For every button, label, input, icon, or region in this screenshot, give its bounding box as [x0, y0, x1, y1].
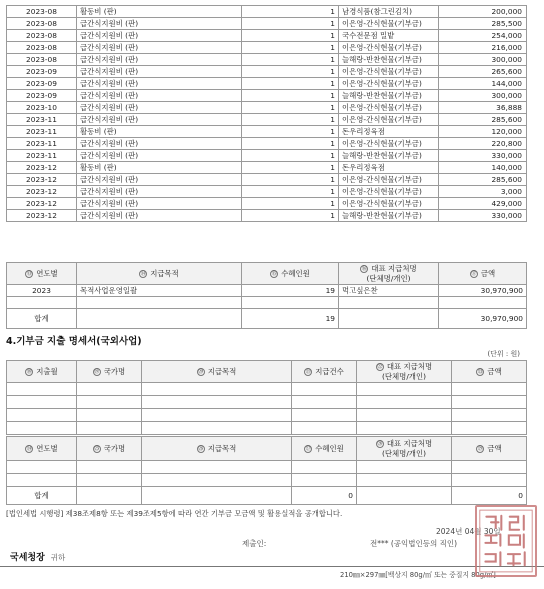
foreign-total-amount: 0 [452, 487, 527, 505]
foreign-header-purpose: ⑳ 지급목적 [142, 361, 292, 383]
ledger-count: 1 [242, 66, 339, 78]
ledger-amount: 3,000 [439, 186, 527, 198]
foreign-empty-row [7, 409, 527, 422]
ledger-count: 1 [242, 6, 339, 18]
report-date: 2024년 04월 30일 [436, 527, 501, 536]
ledger-date: 2023-09 [7, 90, 77, 102]
ledger-amount: 265,600 [439, 66, 527, 78]
ledger-count: 1 [242, 126, 339, 138]
ledger-type: 급간식지원비 (판) [77, 102, 242, 114]
donation-ledger-table [6, 5, 527, 222]
foreign-summary-header-payee: ㉘ 대표 지급처명 (단체명/개인) [357, 437, 452, 461]
summary-header-row [7, 263, 527, 285]
ledger-row [7, 174, 527, 186]
submitter-name: 전*** (공익법인등의 직인) [370, 539, 458, 548]
summary-row [7, 285, 527, 297]
ledger-amount: 300,000 [439, 90, 527, 102]
summary-total-label: 합계 [7, 309, 77, 329]
ledger-payee: 돈우리정육점 [339, 126, 439, 138]
summary-purpose: 목적사업운영일괄 [77, 285, 242, 297]
ledger-payee: 늘해랑-반찬현물(기부금) [339, 210, 439, 222]
ledger-payee: 이은영-간식현물(기부금) [339, 186, 439, 198]
official-seal-stamp [475, 505, 537, 577]
unit-label: (단위 : 원) [487, 350, 520, 358]
ledger-amount: 285,600 [439, 174, 527, 186]
foreign-summary-empty-row [7, 461, 527, 474]
foreign-summary-header-year: ㉔ 연도별 [7, 437, 77, 461]
summary-header-payee: ⑯ 대표 지급처명 (단체명/개인) [339, 263, 439, 285]
foreign-summary-table [6, 436, 527, 505]
ledger-payee: 이은영-간식현물(기부금) [339, 78, 439, 90]
paper-spec: 210㎜×297㎜[백상지 80g/㎡ 또는 중질지 80g/㎡] [340, 571, 496, 579]
ledger-count: 1 [242, 54, 339, 66]
ledger-payee: 늘해랑-반찬현물(기부금) [339, 90, 439, 102]
ledger-payee: 이은영-간식현물(기부금) [339, 114, 439, 126]
ledger-type: 급간식지원비 (판) [77, 90, 242, 102]
ledger-count: 1 [242, 210, 339, 222]
ledger-date: 2023-08 [7, 6, 77, 18]
ledger-payee: 이은영-간식현물(기부금) [339, 18, 439, 30]
ledger-count: 1 [242, 78, 339, 90]
ledger-payee: 이은영-간식현물(기부금) [339, 66, 439, 78]
ledger-row [7, 90, 527, 102]
foreign-summary-header-amount: ㉙ 금액 [452, 437, 527, 461]
ledger-type: 급간식지원비 (판) [77, 174, 242, 186]
ledger-count: 1 [242, 102, 339, 114]
ledger-row [7, 138, 527, 150]
ledger-row [7, 150, 527, 162]
ledger-payee: 이은영-간식현물(기부금) [339, 102, 439, 114]
ledger-count: 1 [242, 30, 339, 42]
ledger-type: 활동비 (판) [77, 162, 242, 174]
ledger-row [7, 186, 527, 198]
ledger-payee: 남경식품(참그린김치) [339, 6, 439, 18]
summary-header-recipients: ⑮ 수혜인원 [242, 263, 339, 285]
ledger-type: 급간식지원비 (판) [77, 78, 242, 90]
foreign-summary-empty-row [7, 474, 527, 487]
ledger-payee: 늘해랑-반찬현물(기부금) [339, 54, 439, 66]
ledger-payee: 국수전문점 밀밭 [339, 30, 439, 42]
ledger-amount: 330,000 [439, 210, 527, 222]
ledger-row [7, 126, 527, 138]
summary-header-year: ⑬ 연도별 [7, 263, 77, 285]
ledger-type: 급간식지원비 (판) [77, 66, 242, 78]
recipient: 국세청장 귀하 [10, 553, 66, 563]
ledger-type: 급간식지원비 (판) [77, 186, 242, 198]
ledger-count: 1 [242, 174, 339, 186]
ledger-amount: 300,000 [439, 54, 527, 66]
ledger-count: 1 [242, 198, 339, 210]
foreign-expense-table [6, 360, 527, 435]
ledger-date: 2023-11 [7, 150, 77, 162]
foreign-summary-header-row [7, 437, 527, 461]
ledger-count: 1 [242, 186, 339, 198]
summary-total-recipients: 19 [242, 309, 339, 329]
ledger-payee: 이은영-간식현물(기부금) [339, 138, 439, 150]
ledger-row [7, 54, 527, 66]
foreign-summary-header-recipients: ㉗ 수혜인원 [292, 437, 357, 461]
ledger-amount: 285,600 [439, 114, 527, 126]
foreign-header-row [7, 361, 527, 383]
ledger-date: 2023-12 [7, 162, 77, 174]
ledger-row [7, 198, 527, 210]
ledger-amount: 144,000 [439, 78, 527, 90]
ledger-amount: 200,000 [439, 6, 527, 18]
ledger-count: 1 [242, 162, 339, 174]
ledger-payee: 늘해랑-반찬현물(기부금) [339, 150, 439, 162]
ledger-count: 1 [242, 90, 339, 102]
ledger-row [7, 66, 527, 78]
ledger-amount: 140,000 [439, 162, 527, 174]
foreign-empty-row [7, 383, 527, 396]
ledger-amount: 120,000 [439, 126, 527, 138]
summary-amount: 30,970,900 [439, 285, 527, 297]
ledger-row [7, 78, 527, 90]
ledger-date: 2023-12 [7, 198, 77, 210]
seal-graphic [477, 507, 535, 575]
ledger-date: 2023-08 [7, 30, 77, 42]
summary-recipients: 19 [242, 285, 339, 297]
ledger-payee: 이은영-간식현물(기부금) [339, 174, 439, 186]
ledger-payee: 이은영-간식현물(기부금) [339, 198, 439, 210]
ledger-date: 2023-12 [7, 210, 77, 222]
foreign-total-label: 합계 [7, 487, 77, 505]
ledger-type: 급간식지원비 (판) [77, 138, 242, 150]
foreign-summary-header-purpose: ㉖ 지급목적 [142, 437, 292, 461]
ledger-row [7, 30, 527, 42]
ledger-type: 급간식지원비 (판) [77, 30, 242, 42]
foreign-section-title: 4.기부금 지출 명세서(국외사업) [6, 336, 142, 347]
foreign-summary-header-country: ㉕ 국가명 [77, 437, 142, 461]
ledger-count: 1 [242, 138, 339, 150]
foreign-header-country: ⑲ 국가명 [77, 361, 142, 383]
ledger-date: 2023-11 [7, 114, 77, 126]
ledger-row [7, 162, 527, 174]
foreign-header-payee: ㉒ 대표 지급처명 (단체명/개인) [357, 361, 452, 383]
ledger-date: 2023-12 [7, 174, 77, 186]
ledger-row [7, 42, 527, 54]
ledger-row [7, 102, 527, 114]
ledger-row [7, 210, 527, 222]
ledger-count: 1 [242, 114, 339, 126]
ledger-date: 2023-11 [7, 138, 77, 150]
ledger-amount: 36,888 [439, 102, 527, 114]
ledger-row [7, 114, 527, 126]
ledger-type: 급간식지원비 (판) [77, 150, 242, 162]
ledger-type: 급간식지원비 (판) [77, 54, 242, 66]
foreign-summary-total-row [7, 487, 527, 505]
summary-year: 2023 [7, 285, 77, 297]
ledger-amount: 216,000 [439, 42, 527, 54]
foreign-header-count: ㉑ 지급건수 [292, 361, 357, 383]
summary-header-amount: ⑰ 금액 [439, 263, 527, 285]
ledger-date: 2023-08 [7, 54, 77, 66]
ledger-date: 2023-12 [7, 186, 77, 198]
legal-note: [법인세법 시행령] 제38조제8항 또는 제39조제5항에 따라 연간 기부금 모금액 및 활용실적을 공개합니다. [6, 509, 343, 518]
ledger-date: 2023-08 [7, 42, 77, 54]
submitter-label: 제출인: [242, 539, 267, 548]
summary-blank-row [7, 297, 527, 309]
foreign-header-date: ⑱ 지출월 [7, 361, 77, 383]
ledger-date: 2023-08 [7, 18, 77, 30]
foreign-total-recipients: 0 [292, 487, 357, 505]
ledger-payee: 돈우리정육점 [339, 162, 439, 174]
ledger-count: 1 [242, 18, 339, 30]
footer-divider [0, 566, 544, 567]
ledger-type: 급간식지원비 (판) [77, 114, 242, 126]
ledger-type: 급간식지원비 (판) [77, 210, 242, 222]
ledger-type: 활동비 (판) [77, 126, 242, 138]
ledger-count: 1 [242, 150, 339, 162]
ledger-amount: 429,000 [439, 198, 527, 210]
foreign-empty-row [7, 422, 527, 435]
ledger-payee: 이은영-간식현물(기부금) [339, 42, 439, 54]
ledger-date: 2023-09 [7, 78, 77, 90]
foreign-empty-row [7, 396, 527, 409]
summary-total-row [7, 309, 527, 329]
ledger-count: 1 [242, 42, 339, 54]
ledger-type: 급간식지원비 (판) [77, 198, 242, 210]
ledger-amount: 220,800 [439, 138, 527, 150]
summary-payee: 먹고싶은찬 [339, 285, 439, 297]
summary-total-amount: 30,970,900 [439, 309, 527, 329]
ledger-type: 활동비 (판) [77, 6, 242, 18]
ledger-type: 급간식지원비 (판) [77, 42, 242, 54]
ledger-amount: 330,000 [439, 150, 527, 162]
ledger-amount: 254,000 [439, 30, 527, 42]
ledger-row [7, 6, 527, 18]
ledger-date: 2023-09 [7, 66, 77, 78]
summary-header-purpose: ⑭ 지급목적 [77, 263, 242, 285]
foreign-header-amount: ㉓ 금액 [452, 361, 527, 383]
domestic-summary-table [6, 262, 527, 329]
ledger-type: 급간식지원비 (판) [77, 18, 242, 30]
ledger-date: 2023-11 [7, 126, 77, 138]
ledger-amount: 285,500 [439, 18, 527, 30]
ledger-date: 2023-10 [7, 102, 77, 114]
ledger-row [7, 18, 527, 30]
